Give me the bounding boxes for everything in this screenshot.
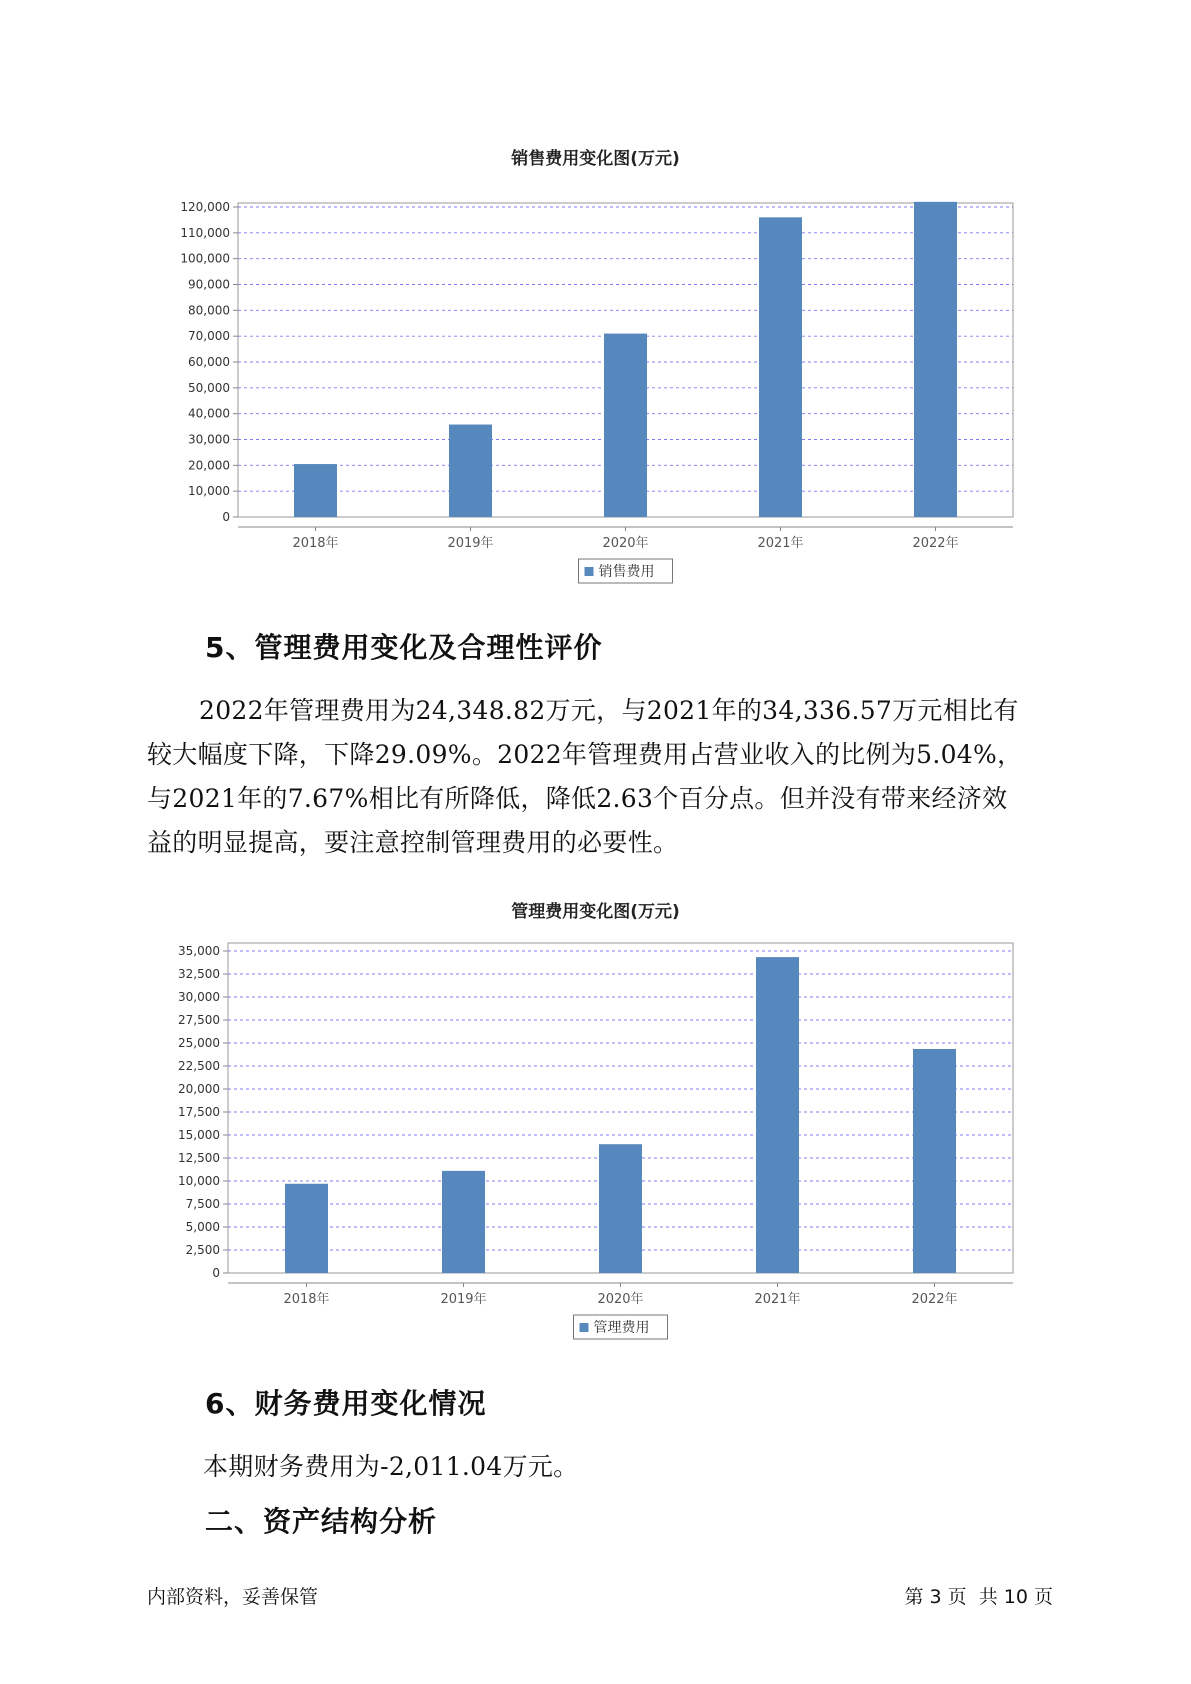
chart2-y-tick-label: 35,000 [178, 944, 220, 958]
chart2-x-tick-label: 2022年 [911, 1292, 958, 1307]
chart2-y-tick-label: 12,500 [178, 1151, 220, 1165]
chart2-x-tick-label: 2020年 [597, 1292, 644, 1307]
chart1-y-tick-label: 40,000 [188, 406, 230, 421]
section6-heading: 6、财务费用变化情况 [205, 1387, 487, 1420]
chart1-legend-swatch [585, 567, 594, 576]
chart2-y-tick-label: 27,500 [178, 1013, 220, 1027]
chart2-plot [178, 943, 1013, 1307]
chart2-y-tick-label: 25,000 [178, 1036, 220, 1050]
chart2-y-tick-label: 22,500 [178, 1059, 220, 1073]
footer-page-number: 第 3 页 共 10 页 [904, 1586, 1053, 1608]
chart2-y-tick-label: 10,000 [178, 1174, 220, 1188]
chart1-bar [759, 217, 802, 517]
chart2-y-tick-label: 32,500 [178, 967, 220, 981]
chart1-legend [579, 559, 673, 583]
section5-line-1-text: 2022年管理费用为24,348.82万元，与2021年的34,336.57万元相比有 [199, 696, 1019, 725]
chart2-x-tick-label: 2019年 [440, 1292, 487, 1307]
sales-expense-chart [0, 170, 1191, 590]
chart1-x-tick-label: 2019年 [447, 536, 494, 551]
chart1-y-tick-label: 100,000 [180, 251, 230, 266]
chart2-bar [442, 1171, 485, 1273]
chart1-bar [449, 425, 492, 517]
chart2-title: 管理费用变化图(万元) [511, 902, 680, 922]
chart2-y-tick-label: 30,000 [178, 990, 220, 1004]
chart1-y-tick-label: 80,000 [188, 303, 230, 318]
section5-line-2: 较大幅度下降，下降29.09%。2022年管理费用占营业收入的比例为5.04%， [147, 740, 1023, 769]
chart2-x-tick-label: 2021年 [754, 1292, 801, 1307]
chart2-bar [285, 1184, 328, 1273]
chart1-bar [914, 202, 957, 517]
chart2-bar [756, 957, 799, 1273]
section5-line-4: 益的明显提高，要注意控制管理费用的必要性。 [147, 828, 679, 857]
chart2-bar [913, 1049, 956, 1273]
chart2-legend-swatch [580, 1323, 589, 1332]
chart1-x-tick-label: 2022年 [912, 536, 959, 551]
chart1-y-tick-label: 0 [222, 510, 230, 524]
admin-expense-chart [0, 923, 1191, 1343]
chart2-legend-label: 管理费用 [593, 1320, 650, 1336]
chart1-y-tick-label: 10,000 [188, 484, 230, 499]
chart2-legend [574, 1315, 668, 1339]
chart2-x-tick-label: 2018年 [283, 1292, 330, 1307]
section5-paragraph [147, 689, 1052, 865]
chart1-legend-label: 销售费用 [598, 564, 655, 580]
chart1-x-tick-label: 2020年 [602, 536, 649, 551]
chart1-y-tick-label: 30,000 [188, 432, 230, 447]
section-two-heading: 二、资产结构分析 [205, 1505, 438, 1538]
chart1-bar [604, 334, 647, 517]
chart2-y-tick-label: 17,500 [178, 1105, 220, 1119]
section5-line-3: 与2021年的7.67%相比有所降低，降低2.63个百分点。但并没有带来经济效 [147, 784, 1008, 813]
chart1-y-tick-label: 70,000 [188, 329, 230, 344]
chart1-y-tick-label: 50,000 [188, 380, 230, 395]
chart2-y-tick-label: 15,000 [178, 1128, 220, 1142]
footer-confidential-note: 内部资料，妥善保管 [147, 1586, 319, 1608]
chart1-y-tick-label: 110,000 [180, 225, 230, 240]
chart1-y-tick-label: 120,000 [180, 200, 230, 214]
chart2-y-tick-label: 0 [212, 1266, 220, 1280]
chart2-y-tick-label: 20,000 [178, 1082, 220, 1096]
section5-line-1 [147, 689, 1052, 733]
chart2-y-tick-label: 7,500 [185, 1197, 220, 1211]
chart2-bar [599, 1144, 642, 1273]
chart1-x-tick-label: 2018年 [292, 536, 339, 551]
chart1-y-tick-label: 90,000 [188, 277, 230, 292]
chart1-title: 销售费用变化图(万元) [511, 149, 680, 169]
chart2-y-tick-label: 5,000 [185, 1220, 220, 1234]
section6-text: 本期财务费用为-2,011.04万元。 [203, 1452, 579, 1481]
chart1-plot [180, 200, 1013, 551]
chart2-y-tick-label: 2,500 [185, 1243, 220, 1257]
chart1-y-tick-label: 60,000 [188, 355, 230, 369]
chart1-bar [294, 464, 337, 517]
section5-heading: 5、管理费用变化及合理性评价 [205, 631, 603, 664]
chart1-x-tick-label: 2021年 [757, 536, 804, 551]
chart1-y-tick-label: 20,000 [188, 458, 230, 473]
